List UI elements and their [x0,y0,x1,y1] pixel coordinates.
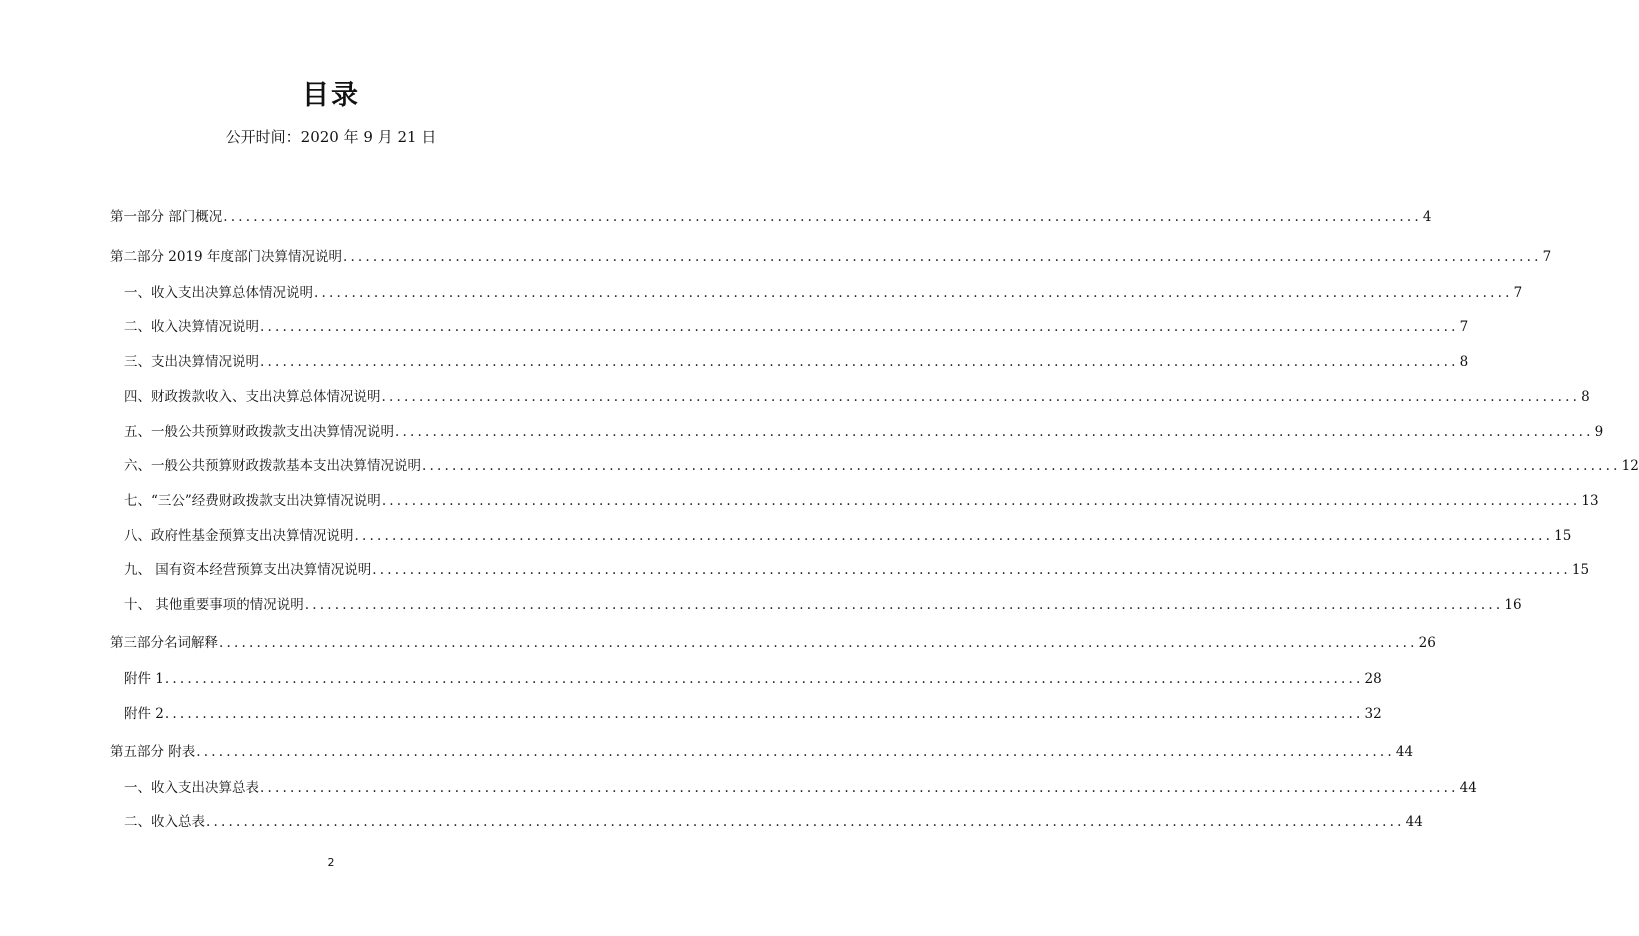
toc-entry-page: 26 [1418,635,1436,651]
toc-entry-page: 8 [1459,354,1469,370]
toc-entry[interactable] [124,421,1604,443]
toc-entry-label: 五、一般公共预算财政拨款支出决算情况说明 [124,424,394,440]
toc-leader-dots: ................................................................................................................................................................ [260,319,1459,335]
toc-entry-page: 7 [1459,319,1469,335]
toc-entry-page: 7 [1542,249,1552,265]
toc-entry-label: 附件 1 [124,671,164,687]
toc-leader-dots: ................................................................................................................................................................ [395,424,1594,440]
toc-entry-page: 8 [1581,389,1590,405]
toc-entry-label: 第五部分 附表 [110,744,196,760]
toc-entry[interactable] [124,386,1590,408]
toc-entry[interactable] [124,703,1382,725]
toc-leader-dots: ................................................................................................................................................................ [206,814,1405,830]
toc-entry-label: 三、支出决算情况说明 [124,354,259,370]
toc-entry[interactable] [124,351,1469,373]
toc-entry[interactable] [124,490,1599,512]
toc-entry[interactable] [124,525,1572,547]
toc-entry[interactable] [124,316,1469,338]
toc-entry-label: 一、收入支出决算总表 [124,780,259,796]
toc-entry-page: 16 [1504,597,1522,613]
toc-entry-label: 十、 其他重要事项的情况说明 [124,597,304,613]
toc-leader-dots: ................................................................................................................................................................ [342,249,1542,265]
toc-leader-dots: ................................................................................................................................................................ [314,285,1513,301]
toc-entry-page: 15 [1554,528,1572,544]
toc-leader-dots: ................................................................................................................................................................ [223,209,1422,225]
toc-leader-dots: ................................................................................................................................................................ [381,493,1581,509]
toc-entry-label: 第三部分名词解释 [110,635,218,651]
toc-entry-label: 附件 2 [124,706,164,722]
toc-entry[interactable] [124,811,1423,833]
toc-entry-page: 44 [1459,780,1477,796]
toc-entry[interactable] [124,668,1382,690]
toc-entry-page: 44 [1395,744,1414,760]
toc-entry-page: 15 [1571,562,1590,578]
toc-entry[interactable] [110,741,1414,763]
toc-entry[interactable] [110,206,1432,228]
toc-leader-dots: ................................................................................................................................................................ [164,706,1364,722]
toc-entry[interactable] [124,559,1590,581]
toc-entry[interactable] [110,632,1436,654]
toc-entry[interactable] [124,455,1639,477]
toc-entry-label: 七、“三公”经费财政拨款支出决算情况说明 [124,493,381,509]
toc-entry[interactable] [110,246,1552,268]
toc-entry-label: 二、收入决算情况说明 [124,319,259,335]
toc-leader-dots: ................................................................................................................................................................ [260,780,1459,796]
toc-entry-label: 六、一般公共预算财政拨款基本支出决算情况说明 [124,458,421,474]
publish-time: 公开时间：2020 年 9 月 21 日 [225,128,437,146]
toc-leader-dots: ................................................................................................................................................................ [196,744,1395,760]
toc-entry-page: 9 [1594,424,1604,440]
toc-entry-label: 九、 国有资本经营预算支出决算情况说明 [124,562,372,578]
toc-entry-label: 第二部分 2019 年度部门决算情况说明 [110,249,342,265]
toc-leader-dots: ................................................................................................................................................................ [422,458,1621,474]
toc-leader-dots: ................................................................................................................................................................ [219,635,1418,651]
toc-leader-dots: ................................................................................................................................................................ [164,671,1364,687]
toc-entry[interactable] [124,777,1477,799]
toc-entry-label: 四、财政拨款收入、支出决算总体情况说明 [124,389,381,405]
toc-entry-label: 二、收入总表 [124,814,205,830]
toc-entry[interactable] [124,282,1523,304]
toc-leader-dots: ................................................................................................................................................................ [260,354,1459,370]
toc-entry-page: 7 [1513,285,1523,301]
toc-leader-dots: ................................................................................................................................................................ [372,562,1571,578]
toc-entry[interactable] [124,594,1522,616]
toc-leader-dots: ................................................................................................................................................................ [354,528,1554,544]
toc-entry-page: 44 [1405,814,1423,830]
page-number: 2 [327,856,335,869]
toc-entry-label: 八、政府性基金预算支出决算情况说明 [124,528,354,544]
toc-entry-page: 12 [1621,458,1639,474]
toc-entry-page: 4 [1422,209,1432,225]
toc-entry-page: 32 [1364,706,1382,722]
toc-entry-page: 13 [1581,493,1599,509]
toc-leader-dots: ................................................................................................................................................................ [381,389,1581,405]
toc-entry-label: 第一部分 部门概况 [110,209,223,225]
toc-leader-dots: ................................................................................................................................................................ [304,597,1504,613]
toc-entry-label: 一、收入支出决算总体情况说明 [124,285,313,301]
page-title: 目录 [302,80,360,111]
toc-entry-page: 28 [1364,671,1382,687]
